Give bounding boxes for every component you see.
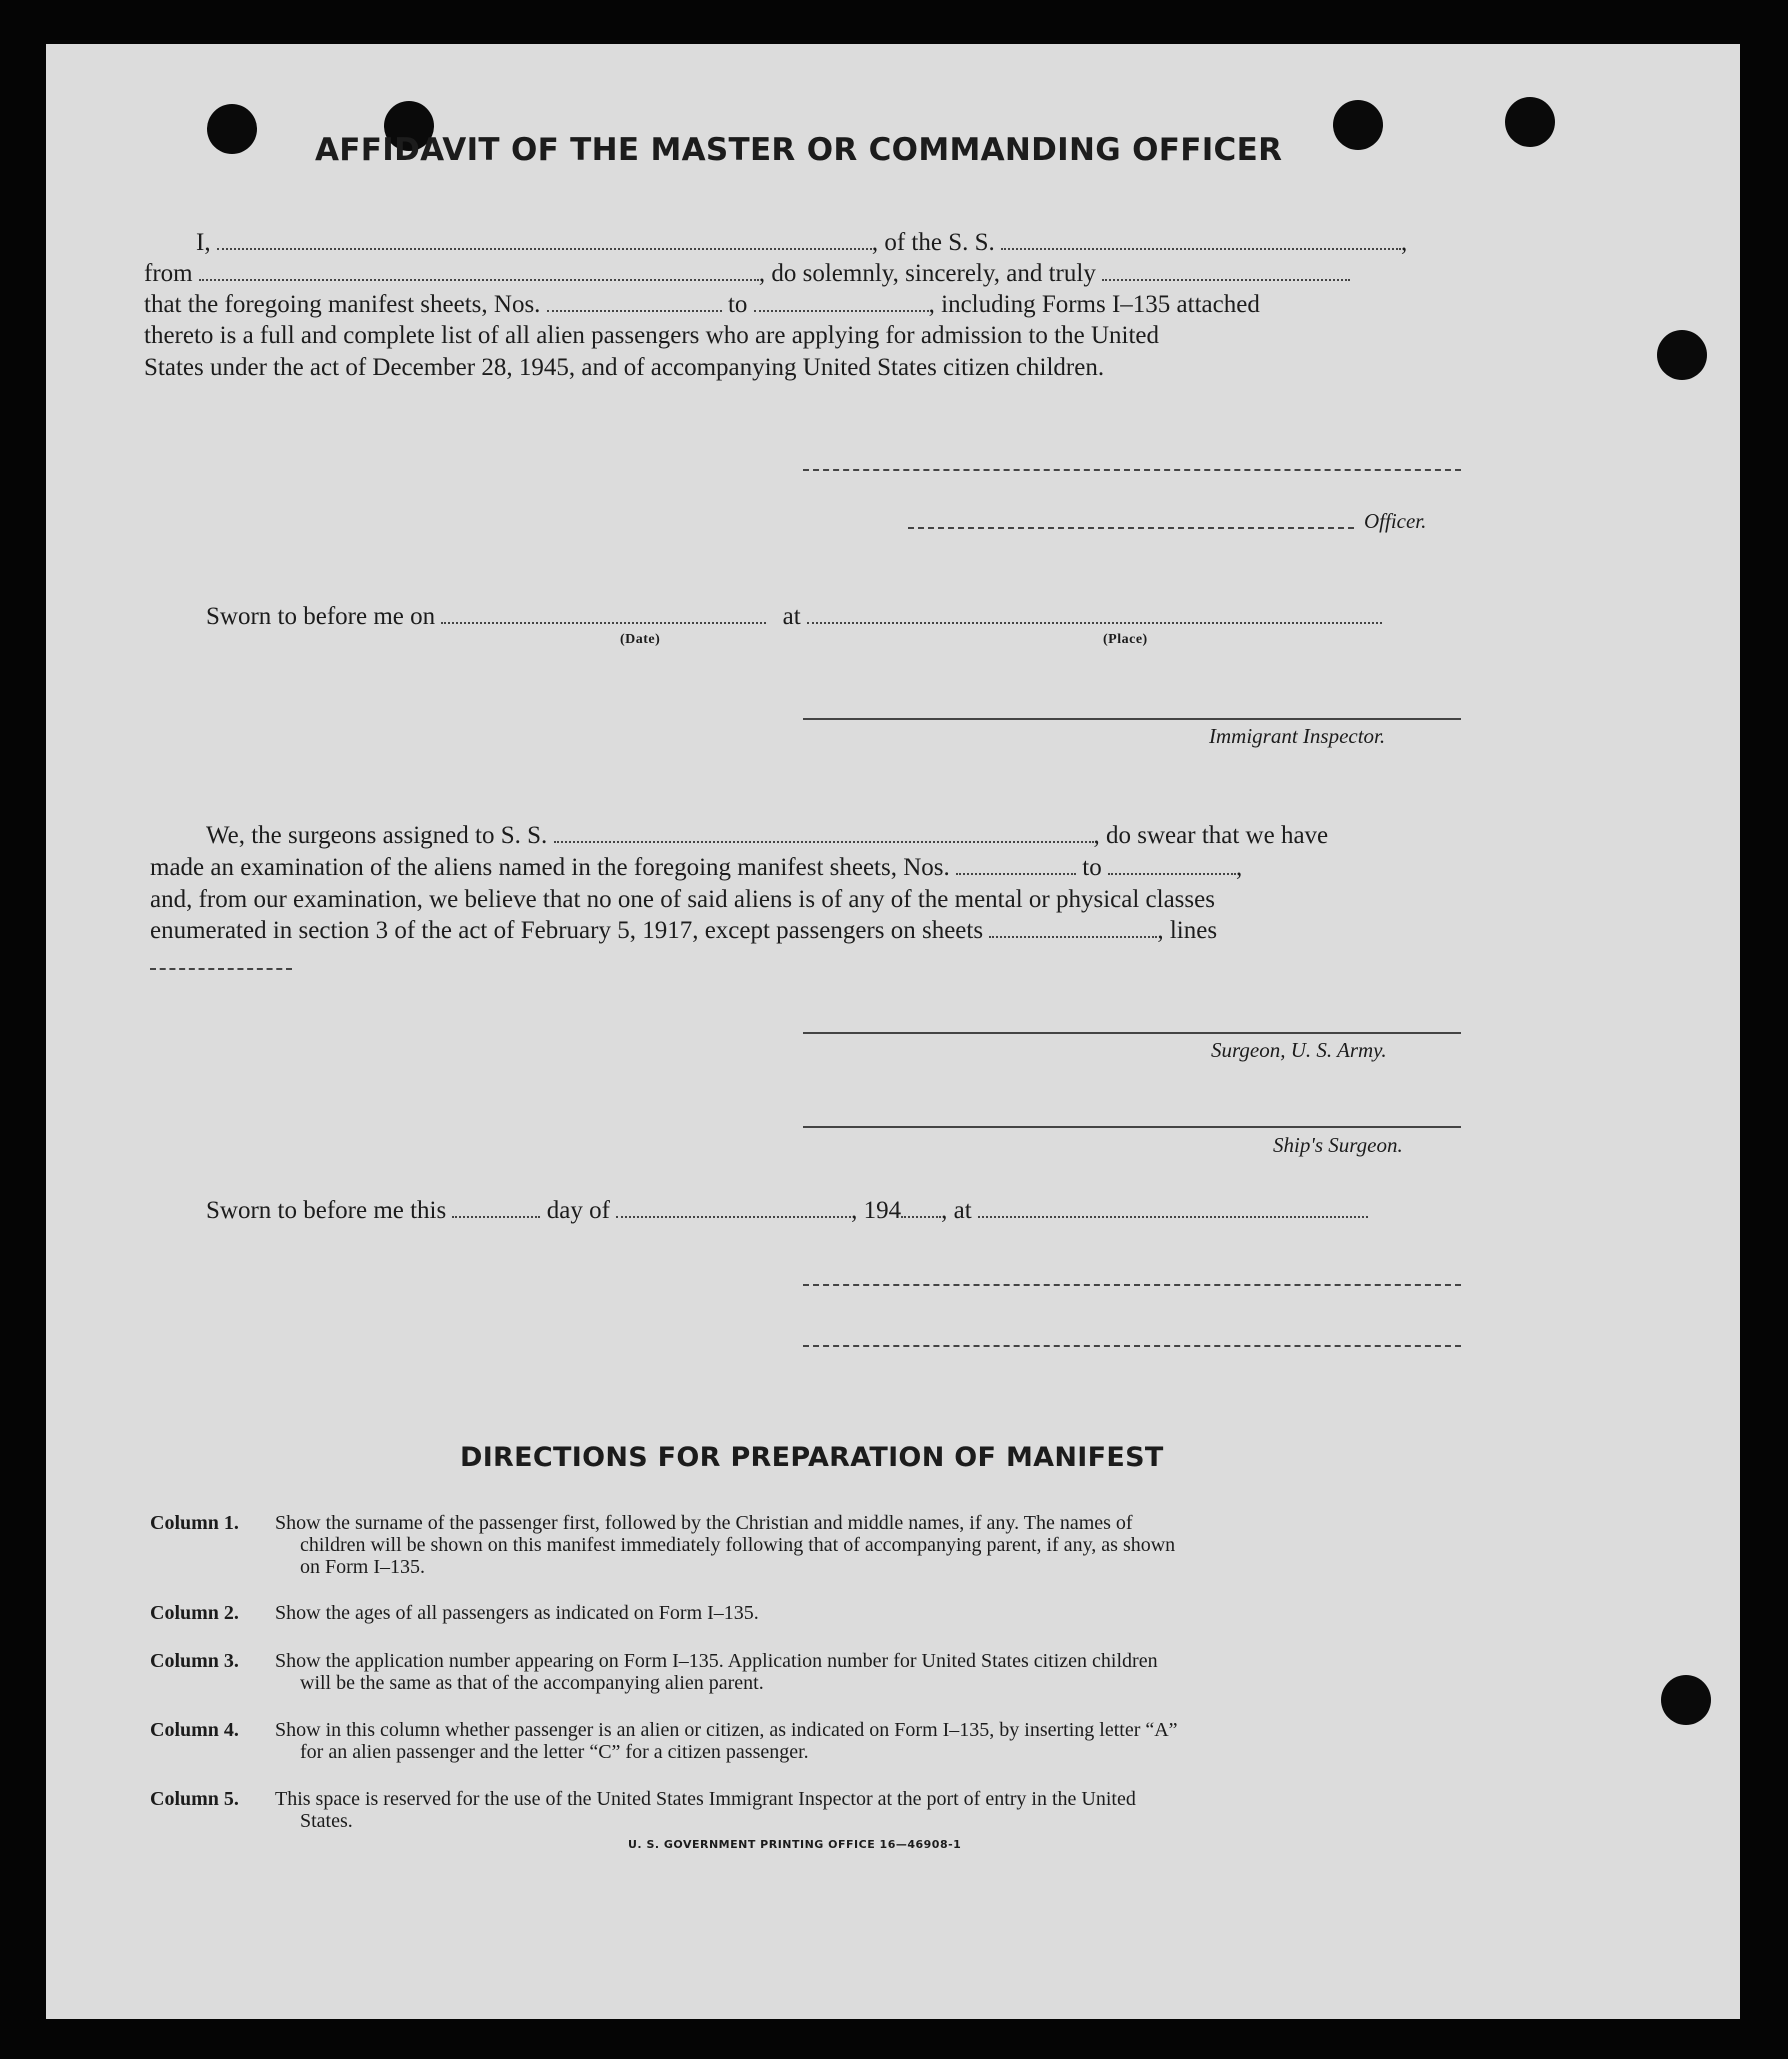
sworn-at-field[interactable] [978,1196,1368,1218]
army-surgeon-signature-line[interactable] [803,1032,1461,1034]
punch-hole [1505,97,1555,147]
surgeon-line-1: We, the surgeons assigned to S. S. , do swear that we have [206,822,1329,849]
except-lines-field[interactable] [150,968,292,970]
from-port-field[interactable] [199,259,759,281]
sheet-from-field[interactable] [547,290,722,312]
ship-surgeon-label: Ship's Surgeon. [1273,1133,1403,1157]
sworn-line-1: Sworn to before me on at [206,601,1382,633]
oath-field[interactable] [1102,259,1350,281]
army-surgeon-label: Surgeon, U. S. Army. [1211,1038,1387,1062]
sworn-place-field[interactable] [807,602,1382,624]
officer-signature-line-2[interactable] [803,1345,1461,1347]
surgeon-ship-field[interactable] [554,821,1094,843]
inspector-signature-line[interactable] [803,718,1461,720]
punch-hole [1657,330,1707,380]
direction-column-3: Column 3. Show the application number appearing on Form I–135. Application number for United States citizen children will be the same as that of the accompanying alien parent. [150,1650,1158,1694]
master-signature-line[interactable] [803,469,1461,471]
place-caption: (Place) [1103,632,1148,647]
sworn-date-field[interactable] [441,602,766,624]
officer-title-line[interactable] [908,527,1354,529]
surgeon-sheet-from-field[interactable] [956,853,1076,875]
punch-hole [1661,1675,1711,1725]
surgeon-line-3: and, from our examination, we believe that no one of said aliens is of any of the mental or physical classes [150,886,1215,913]
surgeon-sheet-to-field[interactable] [1108,853,1236,875]
sworn-day-field[interactable] [452,1196,540,1218]
punch-hole [1333,100,1383,150]
master-line-5: States under the act of December 28, 1945, and of accompanying United States citizen children. [144,354,1105,381]
direction-column-4: Column 4. Show in this column whether passenger is an alien or citizen, as indicated on Form I–135, by inserting letter “A” for an alien passenger and the letter “C” for a citizen passenger. [150,1719,1178,1763]
ship-name-field[interactable] [1001,228,1401,250]
direction-column-1: Column 1. Show the surname of the passenger first, followed by the Christian and middle names, if any. The names of children will be shown on this manifest immediately following that of accompanying parent, if any, as shown on Form I–135. [150,1512,1176,1578]
printing-office-footer: U. S. GOVERNMENT PRINTING OFFICE 16—46908-1 [628,1838,962,1851]
date-caption: (Date) [620,632,661,647]
master-line-4: thereto is a full and complete list of all alien passengers who are applying for admission to the United [144,322,1160,349]
direction-column-5: Column 5. This space is reserved for the use of the United States Immigrant Inspector at the port of entry in the United States. [150,1788,1136,1832]
punch-hole [207,104,257,154]
form-title: AFFIDAVIT OF THE MASTER OR COMMANDING OFFICER [315,132,1283,168]
master-line-1: I, , of the S. S. , [196,229,1408,256]
inspector-label: Immigrant Inspector. [1209,724,1386,748]
surgeon-sworn-line: Sworn to before me this day of , 194 , at [206,1195,1368,1227]
master-line-3: that the foregoing manifest sheets, Nos. to , including Forms I–135 attached [144,291,1260,318]
officer-label: Officer. [1364,509,1427,533]
except-sheets-field[interactable] [989,916,1157,938]
sheet-to-field[interactable] [754,290,929,312]
master-name-field[interactable] [217,228,872,250]
master-line-2: from , do solemnly, sincerely, and truly [144,258,1350,290]
surgeon-line-2: made an examination of the aliens named in the foregoing manifest sheets, Nos. to , [150,854,1243,881]
directions-title: DIRECTIONS FOR PREPARATION OF MANIFEST [460,1442,1164,1473]
officer-signature-line-1[interactable] [803,1284,1461,1286]
surgeon-line-4: enumerated in section 3 of the act of February 5, 1917, except passengers on sheets , lines [150,917,1218,944]
ship-surgeon-signature-line[interactable] [803,1126,1461,1128]
sworn-month-field[interactable] [616,1196,851,1218]
direction-column-2: Column 2. Show the ages of all passengers as indicated on Form I–135. [150,1602,759,1624]
sworn-year-field[interactable] [901,1196,941,1218]
